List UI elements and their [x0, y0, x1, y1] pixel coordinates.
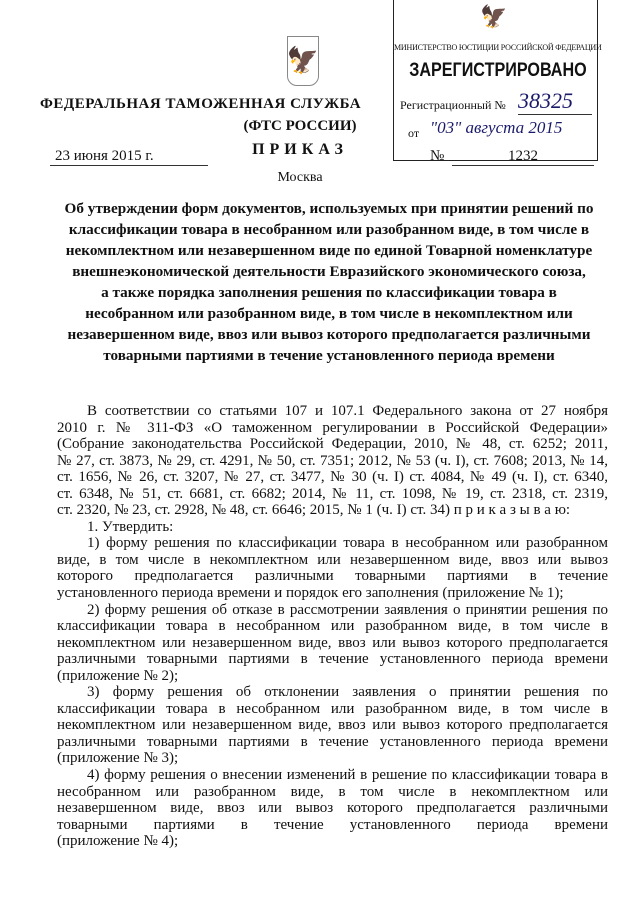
stamp-reg-number: 38325	[518, 88, 592, 115]
title-line: незавершенном виде, ввоз или вывоз которого предполагается различными	[67, 326, 591, 343]
registration-stamp	[393, 0, 602, 161]
title-line: товарными партиями в течение установленного периода времени	[103, 347, 555, 364]
text-line: классификации товара в несобранном или разобранном виде, в том числе в	[57, 700, 608, 717]
text-line: № 27, ст. 3873, № 29, ст. 4291, № 50, ст. 7351; 2012, № 53 (ч. I), ст. 7608; 2013, № 14,	[57, 452, 608, 469]
paragraph	[57, 403, 608, 519]
document-title	[40, 198, 618, 366]
text-line: установленного периода времени и порядок его заполнения (приложение № 1);	[57, 585, 564, 602]
title-line: классификации товара в несобранном или разобранном виде, в том числе в	[68, 221, 590, 238]
text-line: которого предполагается различными товарными партиями в течение	[57, 568, 608, 585]
number-label: №	[430, 148, 445, 164]
text-line: 3) форму решения об отклонении заявления о принятии решения по	[87, 684, 608, 701]
text-line: 2010 г. № 311-ФЗ «О таможенном регулировании в Российской Федерации»	[57, 419, 608, 436]
text-line: виде, в том числе в некомплектном или незавершенном виде, ввоз или вывоз	[57, 551, 608, 568]
paragraph	[57, 767, 608, 850]
text-line: (Собрание законодательства Российской Федерации, 2010, № 48, ст. 6252; 2011,	[57, 436, 608, 453]
document-type: ПРИКАЗ	[252, 141, 348, 158]
document-number: 1232	[452, 148, 594, 166]
title-line: а также порядка заполнения решения по классификации товара в	[101, 284, 557, 301]
text-line: 2) форму решения об отказе в рассмотрении заявления о принятии решения по	[87, 601, 608, 618]
stamp-reg-label: Регистрационный №	[400, 98, 506, 112]
title-line: внешнеэкономической деятельности Евразийского экономического союза,	[72, 263, 586, 280]
agency-name: ФЕДЕРАЛЬНАЯ ТАМОЖЕННАЯ СЛУЖБА	[40, 96, 362, 112]
text-line: 1) форму решения по классификации товара в несобранном или разобранном	[87, 535, 608, 552]
coat-of-arms-emblem-icon: 🦅	[287, 36, 319, 86]
paragraph	[57, 684, 608, 767]
text-line: ст. 1656, № 26, ст. 3207, № 27, ст. 3477, № 30 (ч. I) ст. 4084, № 49 (ч. I), ст. 6340,	[57, 469, 608, 486]
text-line: (приложение № 3);	[57, 750, 179, 767]
text-line: несобранном или разобранном виде, в том числе в некомплектном или	[57, 783, 608, 800]
text-line: (приложение № 2);	[57, 667, 179, 684]
stamp-date-label: от	[408, 126, 420, 140]
paragraph	[57, 602, 608, 685]
text-line: различными товарными партиями в течение установленного периода времени	[57, 651, 608, 668]
stamp-date-value: "03" августа 2015	[430, 118, 563, 137]
title-line: несобранном или разобранном виде, в том числе в некомплектном или	[85, 305, 573, 322]
text-line: ст. 6348, № 51, ст. 6681, ст. 6682; 2014, № 11, ст. 1098, № 19, ст. 2318, ст. 2319,	[57, 485, 608, 502]
text-line: некомплектном или незавершенном виде, ввоз или вывоз которого предполагается	[57, 634, 608, 651]
text-line: 4) форму решения о внесении изменений в решение по классификации товара в	[87, 767, 608, 784]
text-line: незавершенном виде, ввоз или вывоз которого предполагается различными	[57, 800, 608, 817]
document-date: 23 июня 2015 г.	[50, 148, 208, 166]
text-line: некомплектном или незавершенном виде, ввоз или вывоз которого предполагается	[57, 717, 608, 734]
title-line: Об утверждении форм документов, используемых при принятии решений по	[64, 200, 594, 217]
paragraph	[57, 535, 608, 601]
text-line: В соответствии со статьями 107 и 107.1 Федерального закона от 27 ноября	[87, 403, 608, 419]
city: Москва	[277, 170, 323, 185]
text-line: (приложение № 4);	[57, 833, 179, 850]
document-body	[57, 403, 608, 850]
stamp-emblem-icon: 🦅	[480, 4, 508, 29]
text-line: различными товарными партиями в течение установленного периода времени	[57, 733, 608, 750]
text-line: 1. Утвердить:	[87, 518, 174, 535]
text-line: классификации товара в несобранном или разобранном виде, в том числе в	[57, 618, 608, 635]
text-line: товарными партиями в течение установленного периода времени	[57, 816, 608, 833]
text-line: ст. 2320, № 23, ст. 2928, № 48, ст. 6646; 2015, № 1 (ч. I) ст. 34) п р и к а з ы в а ю:	[57, 502, 571, 519]
stamp-ministry: МИНИСТЕРСТВО ЮСТИЦИИ РОССИЙСКОЙ ФЕДЕРАЦИИ	[394, 43, 602, 52]
paragraph	[57, 519, 608, 536]
title-line: некомплектном или незавершенном виде по единой Товарной номенклатуре	[65, 242, 593, 259]
stamp-status: ЗАРЕГИСТРИРОВАНО	[409, 60, 587, 81]
agency-short-name: (ФТС РОССИИ)	[243, 118, 357, 134]
